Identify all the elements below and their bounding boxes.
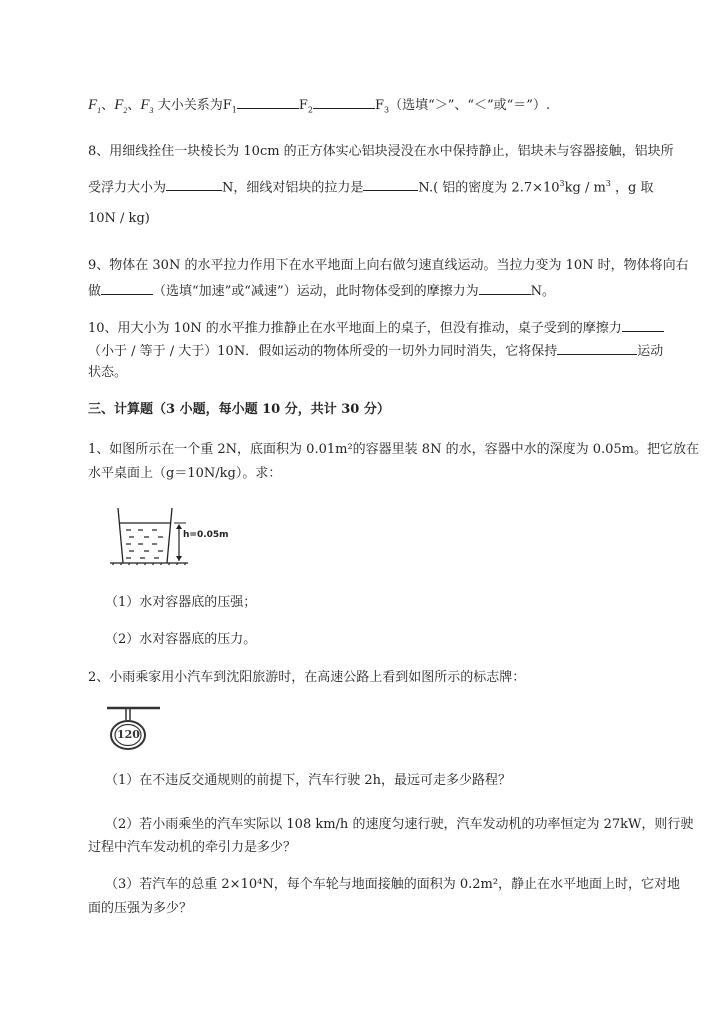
c2-sub3-line1: （3）若汽车的总重 2×10⁴N，每个车轮与地面接触的面积为 0.2m²，静止在水平地面上时，它对地 [105,877,681,892]
var-f3: $F_3$ [140,97,154,115]
water-container-icon [100,505,260,565]
c1-sub1: （1）水对容器底的压强； [105,595,257,610]
c1-sub2: （2）水对容器底的压力。 [105,632,257,647]
section3-heading: 三、计算题（3 小题，每小题 10 分，共计 30 分） [88,402,390,417]
c2-sub3-line2: 面的压强为多少？ [88,901,193,916]
c2-sub2-line2: 过程中汽车发动机的牵引力是多少？ [88,840,297,855]
q7-relation-line: $F_1$、$F_2$、$F_3$ 大小关系为$F_1$ $F_2$ $F_3$（选填“＞”、“＜”或“＝”）. [88,97,551,115]
c1-line2: 水平桌面上（g＝10N/kg）。求： [88,466,282,481]
answer-blank-q7-1[interactable] [237,95,299,109]
c2-line1: 2、小雨乘家用小汽车到沈阳旅游时，在高速公路上看到如图所示的标志牌： [88,670,526,685]
answer-blank-q10-2[interactable] [557,341,637,355]
answer-blank-q10-1[interactable] [622,318,664,332]
answer-blank-q7-2[interactable] [313,95,375,109]
speed-sign-icon [105,700,165,752]
container-diagram [100,505,260,565]
sign-value: 120 [117,728,140,741]
q9-line2: 做 （选填“加速”或“减速”）运动，此时物体受到的摩擦力为 N。 [88,281,555,301]
c1-line1: 1、如图所示在一个重 2N，底面积为 0.01m²的容器里装 8N 的水，容器中水的深度为 0.05m。把它放在 [88,442,699,457]
answer-blank-q8-2[interactable] [363,177,418,191]
q8-line2: 受浮力大小为 N，细线对铝块的拉力是 N.( 铝的密度为 $2.7\times 10^3kg / m^3$ ，g 取 [88,179,654,196]
var-f2: $F_2$ [114,97,128,115]
c2-sub2-line1: （2）若小雨乘坐的汽车实际以 108 km/h 的速度匀速行驶，汽车发动机的功率恒定为 27kW，则行驶 [105,817,694,832]
q10-line1: 10、用大小为 10N 的水平推力推静止在水平地面上的桌子，但没有推动，桌子受到的摩擦力 [88,318,664,338]
var-f1: $F_1$ [88,97,102,115]
q7-text: 大小关系为 [157,98,223,113]
answer-blank-q9-1[interactable] [101,281,153,295]
q10-line2: （小于 / 等于 / 大于）10N．假如运动的物体所受的一切外力同时消失，它将保持 运动 [88,341,663,361]
speed-limit-sign [105,700,165,752]
height-label: h=0.05m [183,530,229,540]
answer-blank-q9-2[interactable] [479,281,531,295]
q9-line1: 9、物体在 30N 的水平拉力作用下在水平地面上向右做匀速直线运动。当拉力变为 10N 时，物体将向右 [88,258,689,273]
q8-line3: 10N / kg) [88,211,150,226]
q10-line3: 状态。 [88,365,128,380]
answer-blank-q8-1[interactable] [166,177,222,191]
c2-sub1: （1）在不违反交通规则的前提下，汽车行驶 2h，最远可走多少路程？ [105,773,512,788]
q8-line1: 8、用细线拴住一块棱长为 10cm 的正方体实心铝块浸没在水中保持静止，铝块未与容器接触，铝块所 [88,144,674,159]
